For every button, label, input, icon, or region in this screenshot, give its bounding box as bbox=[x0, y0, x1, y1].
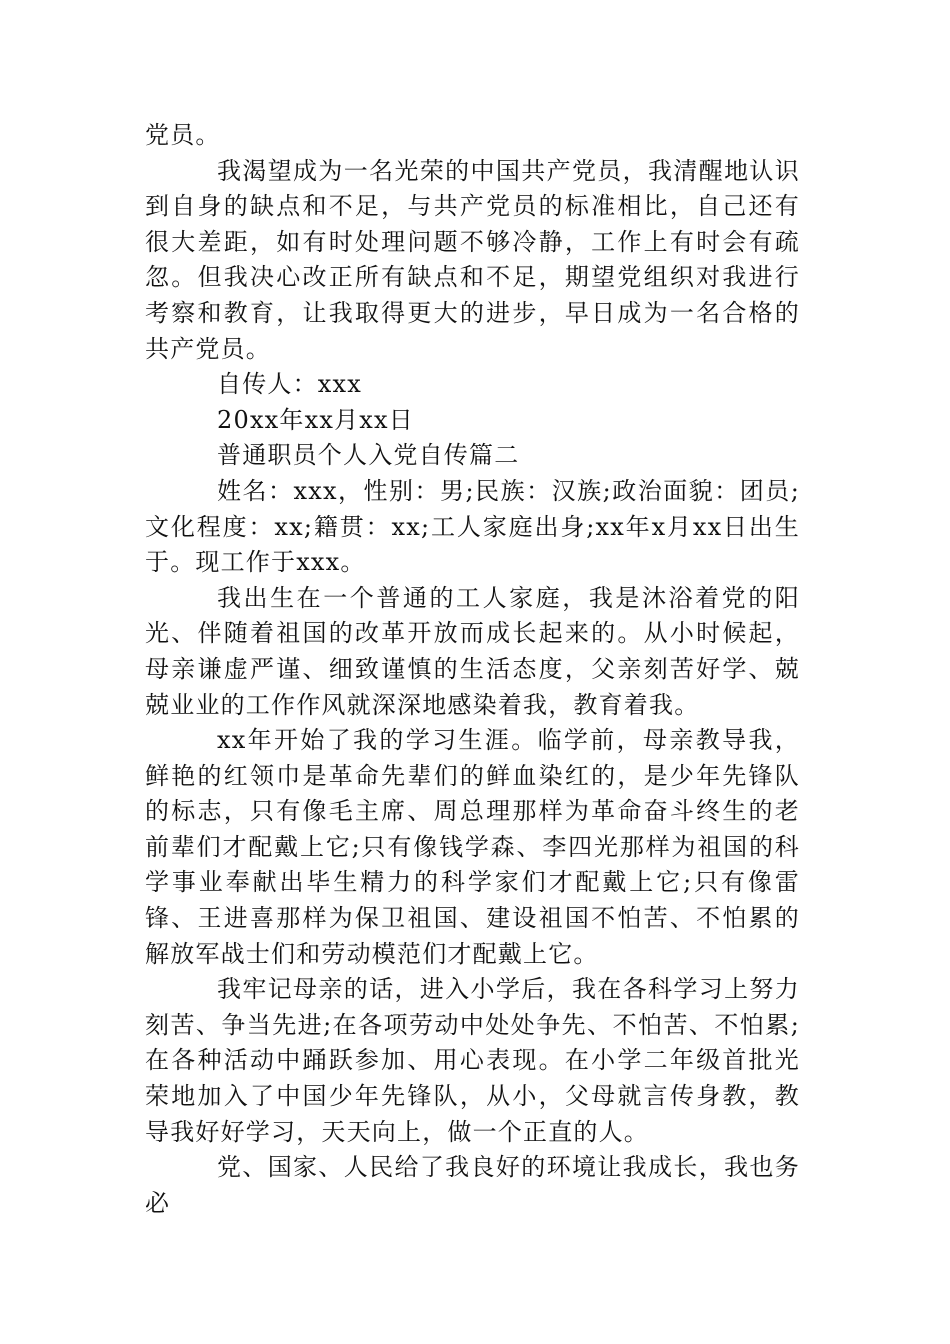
document-page bbox=[145, 118, 800, 1221]
signature-date: 20xx年xx月xx日 bbox=[217, 405, 414, 434]
signature-author: 自传人：xxx bbox=[217, 370, 363, 399]
paragraph-personal-info: 姓名：xxx，性别：男;民族：汉族;政治面貌：团员;文化程度：xx;籍贯：xx;工人家庭出身;xx年x月xx日出生于。现工作于xxx。 bbox=[145, 476, 800, 577]
paragraph-continuation: 党员。 bbox=[145, 121, 221, 149]
paragraph-family-background: 我出生在一个普通的工人家庭，我是沐浴着党的阳光、伴随着祖国的改革开放而成长起来的。从小时候起，母亲谦虚严谨、细致谨慎的生活态度，父亲刻苦好学、兢兢业业的工作作风就深深地感染着我，教育着我。 bbox=[145, 583, 800, 719]
paragraph-study-start: xx年开始了我的学习生涯。临学前，母亲教导我，鲜艳的红领巾是革命先辈们的鲜血染红的，是少年先锋队的标志，只有像毛主席、周总理那样为革命奋斗终生的老前辈们才配戴上它;只有像钱学森、李四光那样为祖国的科学事业奉献出毕生精力的科学家们才配戴上它;只有像雷锋、王进喜那样为保卫祖国、建设祖国不怕苦、不怕累的解放军战士们和劳动模范们才配戴上它。 bbox=[145, 726, 800, 968]
section-title: 普通职员个人入党自传篇二 bbox=[217, 441, 520, 470]
paragraph-primary-school: 我牢记母亲的话，进入小学后，我在各科学习上努力刻苦、争当先进;在各项劳动中处处争先、不怕苦、不怕累;在各种活动中踊跃参加、用心表现。在小学二年级首批光荣地加入了中国少年先锋队，从小，父母就言传身教，教导我好好学习，天天向上，做一个正直的人。 bbox=[145, 975, 800, 1146]
paragraph-aspiration: 我渴望成为一名光荣的中国共产党员，我清醒地认识到自身的缺点和不足，与共产党员的标准相比，自己还有很大差距，如有时处理问题不够冷静，工作上有时会有疏忽。但我决心改正所有缺点和不足，期望党组织对我进行考察和教育，让我取得更大的进步，早日成为一名合格的共产党员。 bbox=[145, 156, 800, 363]
paragraph-closing: 党、国家、人民给了我良好的环境让我成长，我也务必 bbox=[145, 1153, 800, 1217]
